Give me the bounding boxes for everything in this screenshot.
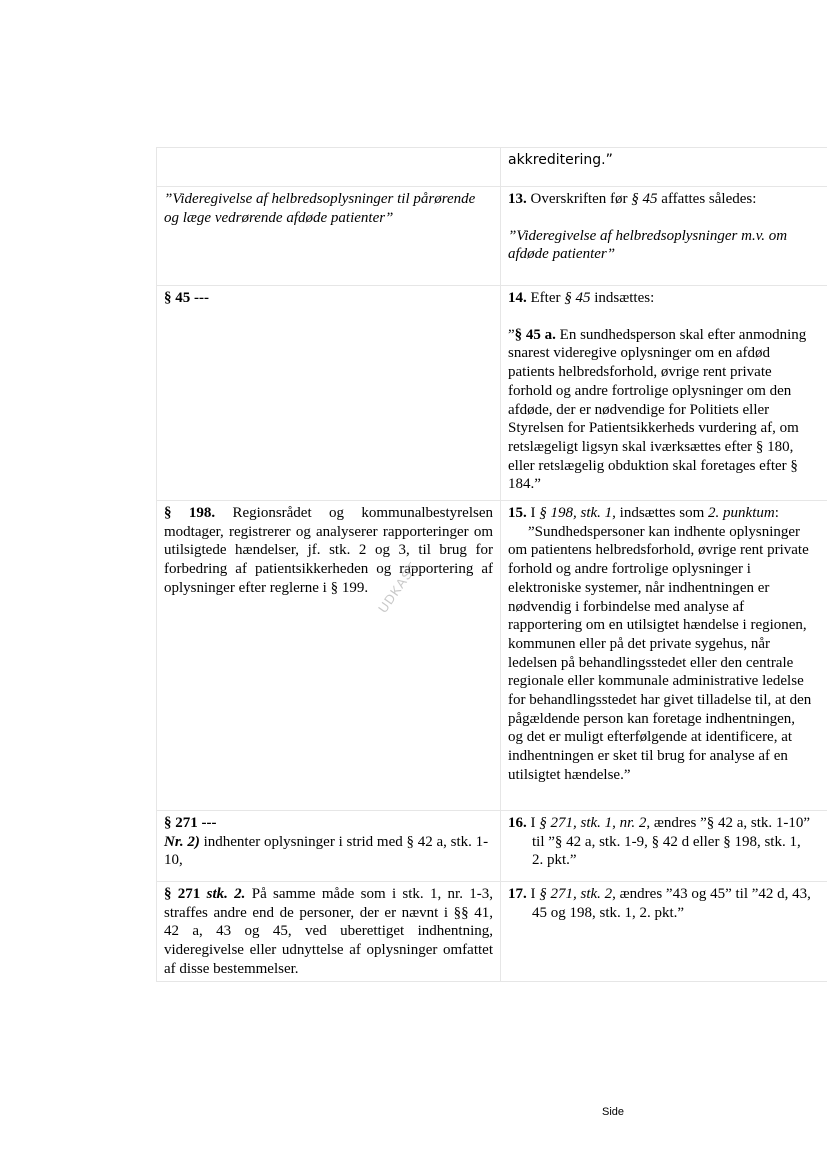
text-line: ”§ 45 a. En sundhedsperson skal efter anmodning xyxy=(508,326,807,343)
table-row xyxy=(157,811,827,882)
section-reference: § 198, stk. 1, xyxy=(539,505,616,521)
table-row xyxy=(157,286,827,501)
text-line: 184.” xyxy=(508,476,541,493)
current-law-cell xyxy=(157,882,501,982)
text-line: eller retslægelig obduktion skal foretages efter § xyxy=(508,457,798,474)
current-law-cell xyxy=(157,148,501,187)
current-heading: ”Videregivelse af helbredsoplysninger til pårørende og læge vedrørende afdøde patienter” xyxy=(164,191,476,226)
text-line: pågældende person kan foretage indhentningen, xyxy=(508,710,795,727)
text-line: kommunen eller på det private sygehus, når xyxy=(508,635,771,652)
new-heading: ”Videregivelse af helbredsoplysninger m.v. om afdøde patienter” xyxy=(508,227,788,263)
text-line: 45 og 198, stk. 1, 2. pkt.” xyxy=(532,904,685,921)
text-line: forhold og andre fortrolige oplysninger om den xyxy=(508,382,792,399)
proposed-change-cell xyxy=(501,811,827,882)
draft-watermark: UDKAST xyxy=(375,558,421,616)
text-line: elektroniske systemer, når indhentningen er xyxy=(508,579,770,596)
section-label: § 45 --- xyxy=(164,290,209,306)
table-row xyxy=(157,501,827,811)
section-198-text: § 198. Regionsrådet og kommunalbestyrelsen modtager, registrerer og analyserer rapporteringer om utilsigtede hændelser, jf. stk. 2 og 3, til brug for forbedring af patientsikkerheden og rapportering af oplysninger efter reglerne i § 199. xyxy=(164,505,493,596)
new-punktum xyxy=(508,523,827,785)
text-line: forhold og andre fortrolige oplysninger i xyxy=(508,561,751,578)
text-line: ledelsen på behandlingsstedet eller den centrale xyxy=(508,654,794,671)
text-line: Styrelsen for Patientsikkerheds vurdering af, om xyxy=(508,420,799,437)
proposed-change-cell xyxy=(501,501,827,811)
comparison-table xyxy=(156,147,827,982)
text-line: utilsigtet hændelse.” xyxy=(508,766,631,783)
table-row xyxy=(157,882,827,982)
text-line: og det er muligt efterfølgende at identificere, at xyxy=(508,729,793,746)
proposed-change-cell xyxy=(501,882,827,982)
text-line: afdøde, der er nødvendige for Politiets eller xyxy=(508,401,770,418)
amendment-13: 13. Overskriften før § 45 affattes således: xyxy=(508,191,757,207)
text-line: regionale eller kommunale administrative ledelse xyxy=(508,673,804,690)
amendment-number: 16. xyxy=(508,815,527,831)
proposed-change-cell xyxy=(501,148,827,187)
text-line: for behandlingsstedet har givet tilladelse til, at den xyxy=(508,692,812,709)
amendment-14: 14. Efter § 45 indsættes: xyxy=(508,290,655,306)
amendment-number: 14. xyxy=(508,290,527,306)
current-law-cell: § 271 --- Nr. 2) indhenter oplysninger i strid med § 42 a, stk. 1-10, xyxy=(157,811,501,882)
section-reference: § 271, stk. 1, nr. 2 xyxy=(539,815,647,831)
section-271-stk2-text: § 271 stk. 2. På samme måde som i stk. 1, nr. 1-3, straffes andre end de personer, der er nævnt i §§ 41, 42 a, 43 og 45, ved uberettiget indhentning, videregivelse eller udnyttelse af oplysninger omfattet af disse bestemmelser. xyxy=(164,886,494,977)
current-law-cell xyxy=(157,501,501,811)
amendment-number: 17. xyxy=(508,886,527,902)
text-line: nødvendig i forbindelse med analyse af xyxy=(508,598,745,615)
new-section-45a xyxy=(508,326,827,494)
text-line: til ”§ 42 a, stk. 1-9, § 42 d eller § 198, stk. 1, xyxy=(532,833,801,850)
text-line: om patientens helbredsforhold, øvrige rent private xyxy=(508,542,809,559)
item-number: Nr. 2) xyxy=(164,833,200,850)
table-row xyxy=(157,148,827,187)
page-footer-label: Side xyxy=(602,1106,625,1118)
amendment-number: 13. xyxy=(508,191,527,207)
section-reference: § 45 xyxy=(631,191,658,207)
table-row xyxy=(157,187,827,286)
continuation-text: akkreditering.” xyxy=(508,152,613,168)
text-line: rapportering om en utilsigtet hændelse i regionen, xyxy=(508,617,807,634)
text-line: 2. pkt.” xyxy=(532,852,577,869)
text-line: retslægeligt ligsyn skal iværksættes efter § 180, xyxy=(508,438,794,455)
proposed-change-cell xyxy=(501,286,827,501)
amendment-17: 17. I § 271, stk. 2, ændres ”43 og 45” til ”42 d, 43, xyxy=(508,886,811,902)
section-reference: § 45 xyxy=(564,290,591,306)
proposed-change-cell xyxy=(501,187,827,286)
amendment-16: 16. I § 271, stk. 1, nr. 2, ændres ”§ 42 a, stk. 1-10” xyxy=(508,815,811,831)
section-label: § 271 --- xyxy=(164,815,217,831)
text-line: snarest videregive oplysninger om en afdød xyxy=(508,345,771,362)
text-line: ”Sundhedspersoner kan indhente oplysninger xyxy=(528,523,801,540)
current-law-cell xyxy=(157,286,501,501)
amendment-15: 15. I § 198, stk. 1, indsættes som 2. punktum: xyxy=(508,505,779,521)
amendment-number: 15. xyxy=(508,505,527,521)
text-line: indhentningen er sket til brug for analyse af en xyxy=(508,748,788,765)
text-line: patients helbredsforhold, øvrige rent private xyxy=(508,364,772,381)
section-reference: § 271, stk. 2 xyxy=(539,886,613,902)
current-law-cell xyxy=(157,187,501,286)
